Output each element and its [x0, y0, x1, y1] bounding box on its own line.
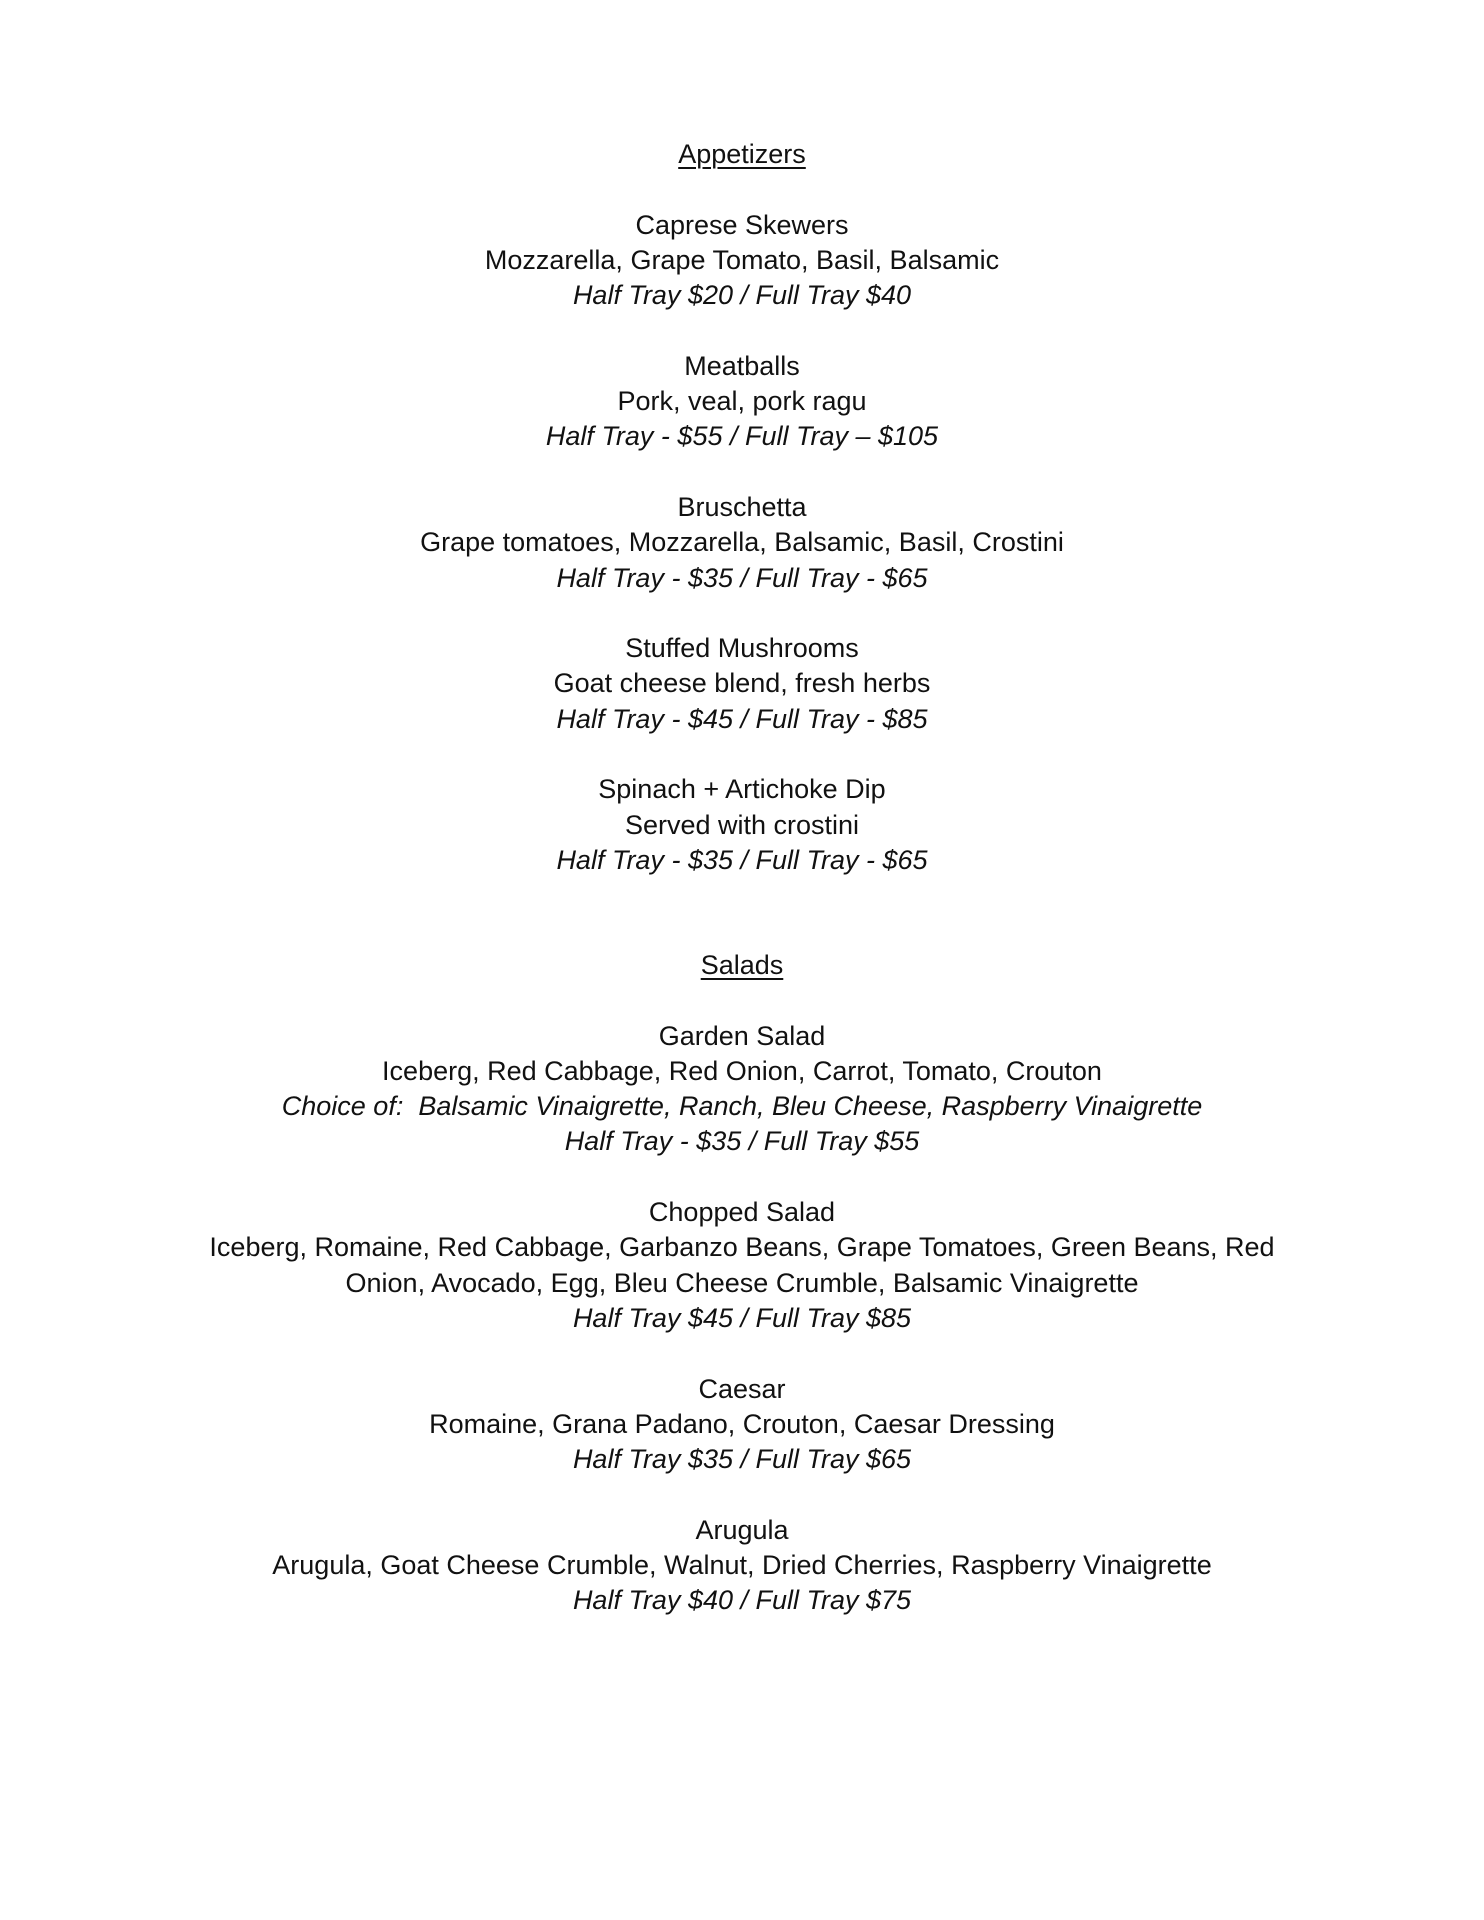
section-heading-appetizers: Appetizers — [678, 139, 806, 169]
item-price: Half Tray $45 / Full Tray $85 — [572, 1302, 912, 1333]
item-description: Mozzarella, Grape Tomato, Basil, Balsamic — [484, 244, 1000, 275]
item-description: Served with crostini — [624, 809, 860, 840]
menu-item — [200, 1195, 1284, 1336]
menu-item — [200, 1513, 1284, 1619]
item-description: Grape tomatoes, Mozzarella, Balsamic, Basil, Crostini — [420, 527, 1064, 558]
item-name: Meatballs — [684, 350, 800, 381]
item-description: Arugula, Goat Cheese Crumble, Walnut, Dried Cherries, Raspberry Vinaigrette — [272, 1550, 1212, 1581]
menu-item — [200, 772, 1284, 878]
section-heading-salads: Salads — [700, 950, 784, 980]
item-dressing-choice: Choice of: Balsamic Vinaigrette, Ranch, Bleu Cheese, Raspberry Vinaigrette — [281, 1091, 1203, 1122]
item-name: Stuffed Mushrooms — [625, 633, 859, 664]
item-price: Half Tray - $45 / Full Tray - $85 — [556, 703, 928, 734]
item-name: Garden Salad — [658, 1020, 826, 1051]
item-price: Half Tray - $55 / Full Tray – $105 — [545, 421, 939, 452]
item-description: Iceberg, Romaine, Red Cabbage, Garbanzo Beans, Grape Tomatoes, Green Beans, Red — [209, 1232, 1275, 1263]
appetizers-section — [200, 137, 1284, 878]
menu-item — [200, 1019, 1284, 1160]
item-price: Half Tray - $35 / Full Tray $55 — [564, 1126, 920, 1157]
menu-item — [200, 490, 1284, 596]
item-name: Chopped Salad — [648, 1197, 836, 1228]
item-price: Half Tray - $35 / Full Tray - $65 — [556, 844, 928, 875]
salads-section — [200, 948, 1284, 1619]
item-name: Bruschetta — [677, 491, 807, 522]
menu-item — [200, 1372, 1284, 1478]
item-description: Iceberg, Red Cabbage, Red Onion, Carrot, Tomato, Crouton — [382, 1055, 1102, 1086]
item-description: Goat cheese blend, fresh herbs — [553, 668, 931, 699]
item-description: Pork, veal, pork ragu — [617, 386, 867, 417]
item-price: Half Tray $20 / Full Tray $40 — [572, 280, 912, 311]
item-name: Caprese Skewers — [635, 209, 849, 240]
item-description: Onion, Avocado, Egg, Bleu Cheese Crumble, Balsamic Vinaigrette — [345, 1267, 1139, 1298]
item-name: Arugula — [695, 1514, 789, 1545]
item-price: Half Tray $35 / Full Tray $65 — [572, 1444, 912, 1475]
item-price: Half Tray - $35 / Full Tray - $65 — [556, 562, 928, 593]
menu-item — [200, 208, 1284, 314]
item-price: Half Tray $40 / Full Tray $75 — [572, 1585, 912, 1616]
menu-item — [200, 349, 1284, 455]
item-name: Caesar — [698, 1373, 786, 1404]
item-name: Spinach + Artichoke Dip — [598, 774, 886, 805]
item-description: Romaine, Grana Padano, Crouton, Caesar Dressing — [429, 1408, 1055, 1439]
menu-item — [200, 631, 1284, 737]
